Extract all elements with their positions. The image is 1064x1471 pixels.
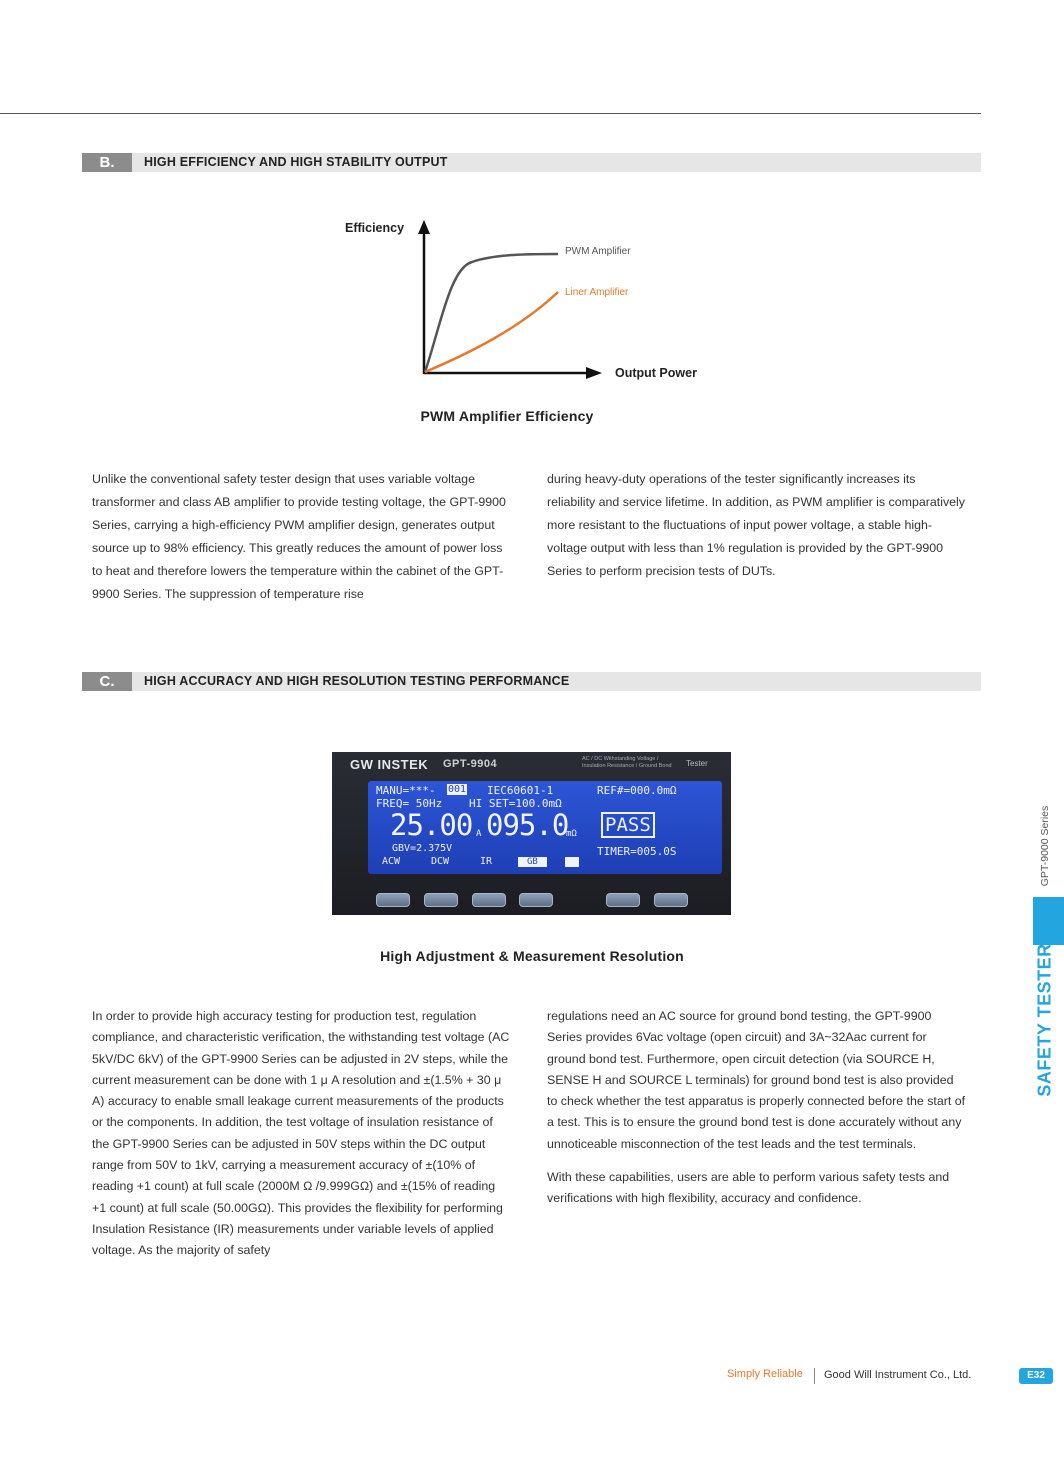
section-c-right-column <box>547 1006 967 1222</box>
liner-series-label: Liner Amplifier <box>565 287 629 298</box>
lcd-result-badge: PASS <box>601 812 655 838</box>
footer-divider <box>814 1368 815 1384</box>
softkey-2[interactable] <box>424 893 458 907</box>
device-brand-logo: GW INSTEK <box>350 757 429 772</box>
lcd-resistance-unit: mΩ <box>566 829 577 839</box>
y-axis-arrow <box>418 220 430 234</box>
lcd-screen <box>368 781 722 874</box>
lcd-gbv: GBV=2.375V <box>392 843 453 854</box>
x-axis-label: Output Power <box>615 366 697 380</box>
softkey-6[interactable] <box>654 893 688 907</box>
section-c-left-column <box>92 1006 512 1274</box>
footer-slogan: Simply Reliable <box>727 1368 803 1380</box>
paragraph: In order to provide high accuracy testing for production test, regulation compliance, and characteristic verification, the withstanding test voltage (AC 5kV/DC 6kV) of the GPT-9900 Series can be adjusted in 2V steps, while the current measurement can be done with 1 μ A resolution and ±(1.5% + 30 μ A) accuracy to enable small leakage current measurements of the products or the components. In addition, the test voltage of insulation resistance of the GPT-9900 Series can be adjusted in 50V steps within the DC output range from 50V to 1kV, carrying a measurement accuracy of ±(10% of reading +1 count) at full scale (2000M Ω /9.999GΩ) and ±(15% of reading +1 count) at full scale (50.00GΩ). This provides the flexibility for performing Insulation Resistance (IR) measurements under variable levels of applied voltage. As the majority of safety <box>92 1009 510 1258</box>
softkey-5[interactable] <box>606 893 640 907</box>
paragraph: With these capabilities, users are able to perform various safety tests and verifications with high flexibility, accuracy and confidence. <box>547 1170 950 1206</box>
y-axis-label: Efficiency <box>345 221 405 235</box>
section-c-caption: High Adjustment & Measurement Resolution <box>380 948 684 964</box>
top-rule <box>0 113 981 114</box>
lcd-line2-hiset: HI SET=100.0mΩ <box>469 797 562 810</box>
section-b-letter: B. <box>82 153 132 172</box>
lcd-tab-acw: ACW <box>382 856 401 867</box>
device-description: AC / DC Withstanding Voltage / Insulation Resistance / Ground Bond <box>582 756 672 769</box>
section-c-title: HIGH ACCURACY AND HIGH RESOLUTION TESTING PERFORMANCE <box>144 674 570 688</box>
sidebar-category <box>1033 943 1057 1097</box>
softkey-4[interactable] <box>519 893 553 907</box>
lcd-resistance-value: 095.0 <box>486 808 569 842</box>
device-tester-label: Tester <box>686 759 708 768</box>
paragraph: during heavy-duty operations of the tester significantly increases its reliability and service lifetime. In addition, as PWM amplifier is comparatively more resistant to the fluctuations of input power voltage, a stable high-voltage output with less than 1% regulation is provided by the GPT-9900 Series to perform precision tests of DUTs. <box>547 472 965 578</box>
lcd-line1-ref: REF#=000.0mΩ <box>597 784 677 797</box>
softkey-3[interactable] <box>472 893 506 907</box>
section-b-right-column <box>547 468 967 595</box>
section-b-title: HIGH EFFICIENCY AND HIGH STABILITY OUTPUT <box>144 155 448 169</box>
device-model: GPT-9904 <box>443 758 498 770</box>
pwm-series-label: PWM Amplifier <box>565 246 631 257</box>
lcd-tab-ir: IR <box>480 856 493 867</box>
lcd-line1-box: 001 <box>448 784 467 795</box>
section-b-caption: PWM Amplifier Efficiency <box>420 408 594 424</box>
lcd-line2-freq: FREQ= 50Hz <box>376 797 443 810</box>
lcd-timer: TIMER=005.0S <box>597 845 677 858</box>
softkey-1[interactable] <box>376 893 410 907</box>
section-b-left-column <box>92 468 512 618</box>
lcd-line1-standard: IEC60601-1 <box>487 784 554 797</box>
lcd-line1-left: MANU=***- <box>376 784 436 797</box>
lcd-tab-gb: GB <box>518 857 547 867</box>
sidebar-category-text: SAFETY TESTER <box>1034 943 1055 1097</box>
pwm-curve <box>425 254 558 372</box>
sidebar-accent-block <box>1033 897 1064 945</box>
page-number-badge: E32 <box>1019 1368 1053 1384</box>
paragraph: Unlike the conventional safety tester design that uses variable voltage transformer and class AB amplifier to provide testing voltage, the GPT-9900 Series, carrying a high-efficiency PWM amplifier design, generates output source up to 98% efficiency. This greatly reduces the amount of power loss to heat and therefore lowers the temperature within the cabinet of the GPT-9900 Series. The suppression of temperature rise <box>92 472 506 601</box>
efficiency-diagram <box>410 218 610 383</box>
sidebar-series <box>1033 806 1057 886</box>
lcd-current-unit: A <box>476 829 482 839</box>
footer-company: Good Will Instrument Co., Ltd. <box>824 1369 972 1381</box>
x-axis-arrow <box>586 367 602 379</box>
lcd-current-value: 25.00 <box>390 808 473 842</box>
paragraph: regulations need an AC source for ground bond testing, the GPT-9900 Series provides 6Vac voltage (open circuit) and 3A~32Aac current for ground bond test. Furthermore, open circuit detection (via SOURCE H, SENSE H and SOURCE L terminals) for ground bond test is also provided to check whether the test apparatus is properly connected before the start of a test. This is to ensure the ground bond test is done accurately without any unnoticeable misconnection of the test leads and the test terminals. <box>547 1009 966 1151</box>
lcd-ramp-icon <box>565 857 579 867</box>
lcd-tab-dcw: DCW <box>431 856 450 867</box>
sidebar-series-text: GPT-9000 Series <box>1039 805 1051 887</box>
section-c-letter: C. <box>82 672 132 691</box>
